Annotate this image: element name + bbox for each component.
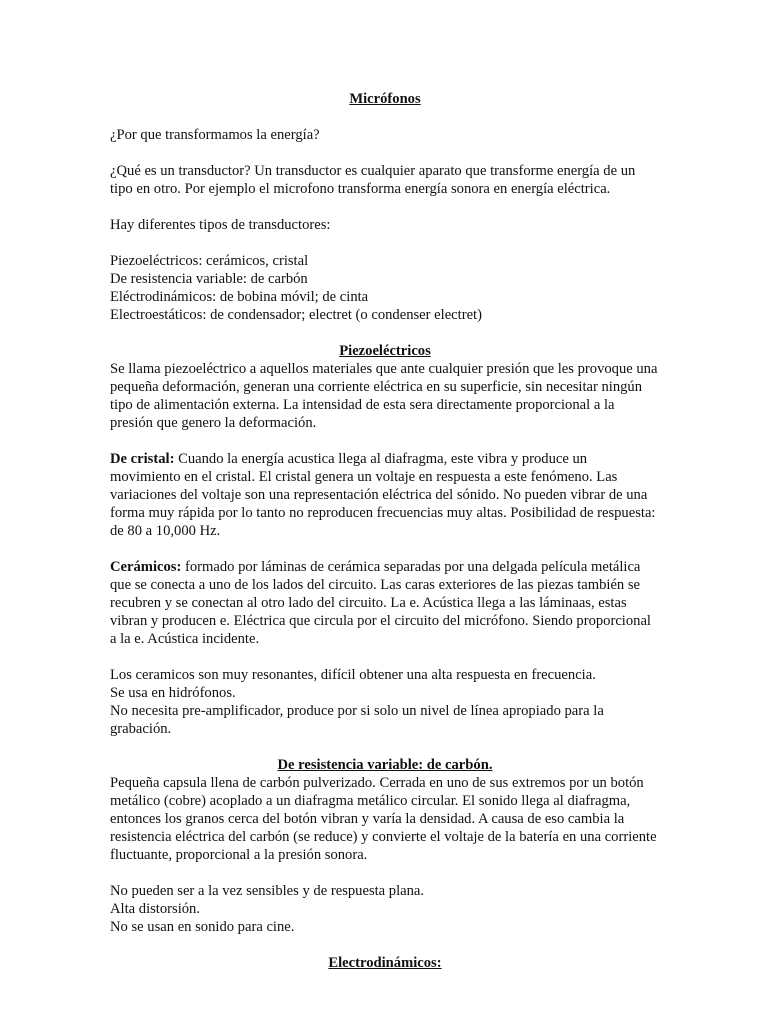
cristal-paragraph <box>110 450 660 540</box>
carbon-note: No pueden ser a la vez sensibles y de respuesta plana. <box>110 883 425 899</box>
piezo-note: Los ceramicos son muy resonantes, difícil obtener una alta respuesta en frecuencia. <box>110 667 596 683</box>
piezo-heading: Piezoeléctricos <box>339 343 431 359</box>
piezo-intro: Se llama piezoeléctrico a aquellos materiales que ante cualquier presión que les provoque una pequeña deformación, generan una corriente eléctrica en su superficie, sin necesitar ningún tipo de alimentación externa. La intensidad de esta sera directamente proporcional a la presión que genero la deformación. <box>110 361 658 431</box>
carbon-note: No se usan en sonido para cine. <box>110 919 295 935</box>
document-title: Micrófonos <box>349 91 421 107</box>
carbon-text: Pequeña capsula llena de carbón pulverizado. Cerrada en uno de sus extremos por un botón metálico (cobre) acoplado a un diafragma metálico circular. El sonido llega al diafragma, entonces los granos cerca del botón vibran y varía la densidad. A causa de eso cambia la resistencia eléctrica del carbón (se reduce) y convierte el voltaje de la batería en una corriente fluctuante, proporcional a la presión sonora. <box>110 775 657 863</box>
document-page <box>110 90 660 972</box>
electro-heading: Electrodinámicos: <box>328 955 442 971</box>
type-item: Electroestáticos: de condensador; electret (o condenser electret) <box>110 307 482 323</box>
transducer-paragraph: ¿Qué es un transductor? Un transductor es cualquier aparato que transforme energía de un tipo en otro. Por ejemplo el microfono transforma energía sonora en energía eléctrica. <box>110 163 636 197</box>
carbon-note: Alta distorsión. <box>110 901 200 917</box>
ceramicos-text: formado por láminas de cerámica separadas por una delgada película metálica que se conecta a uno de los lados del circuito. Las caras exteriores de las piezas también se recubren y se conectan al otro lado del circuito. La e. Acústica llega a las láminaas, estas vibran y producen e. Eléctrica que circula por el circuito del micrófono. Siendo proporcional a la e. Acústica incidente. <box>110 559 651 647</box>
cristal-label: De cristal: <box>110 451 175 467</box>
type-item: Piezoeléctricos: cerámicos, cristal <box>110 253 309 269</box>
piezo-note: Se usa en hidrófonos. <box>110 685 236 701</box>
cristal-text: Cuando la energía acustica llega al diafragma, este vibra y produce un movimiento en el cristal. El cristal genera un voltaje en respuesta a este fenómeno. Las variaciones del voltaje son una representación eléctrica del sónido. No pueden vibrar de una forma muy rápida por lo tanto no reproducen frecuencias muy altas. Posibilidad de respuesta: de 80 a 10,000 Hz. <box>110 451 656 539</box>
question-line: ¿Por que transformamos la energía? <box>110 127 320 143</box>
type-item: De resistencia variable: de carbón <box>110 271 308 287</box>
ceramicos-label: Cerámicos: <box>110 559 182 575</box>
ceramicos-paragraph <box>110 558 660 648</box>
types-intro: Hay diferentes tipos de transductores: <box>110 217 331 233</box>
carbon-heading: De resistencia variable: de carbón. <box>277 757 493 773</box>
piezo-note: No necesita pre-amplificador, produce por si solo un nivel de línea apropiado para la grabación. <box>110 703 604 737</box>
type-item: Eléctrodinámicos: de bobina móvil; de cinta <box>110 289 369 305</box>
